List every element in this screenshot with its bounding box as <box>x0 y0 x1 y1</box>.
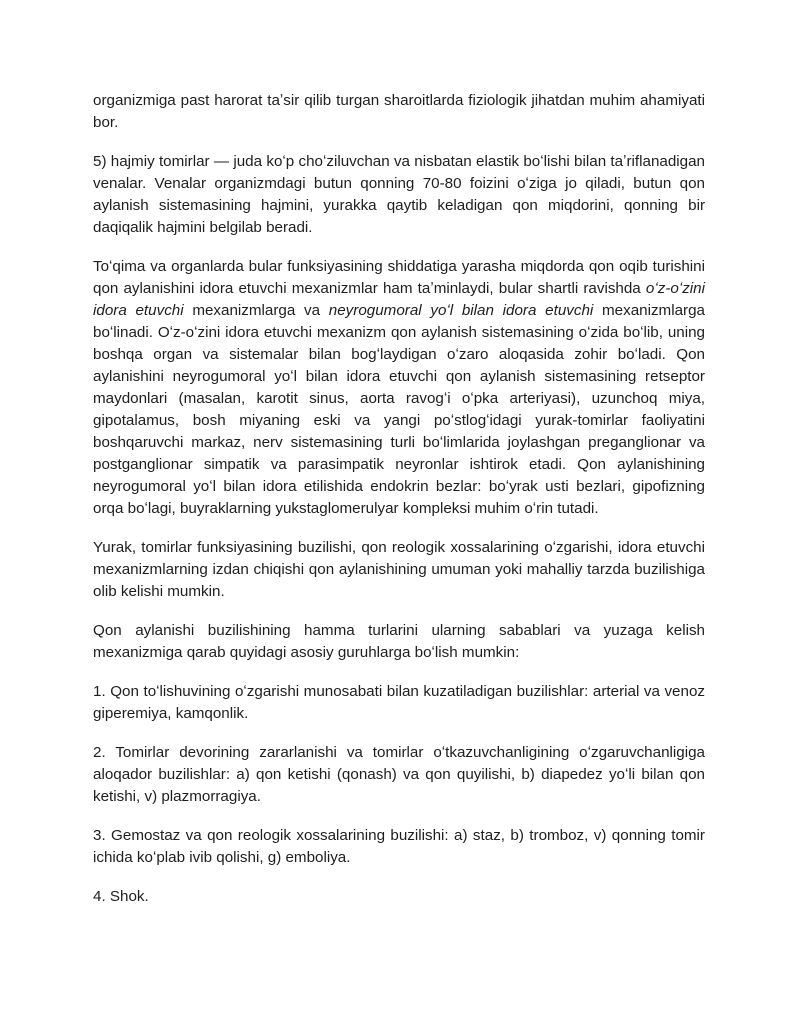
list-item-2: 2. Tomirlar devorining zararlanishi va tomirlar oʻtkazuvchanligining oʻzgaruvchanligiga aloqador buzilishlar: a) qon ketishi (qonash) va qon quyilishi, b) diapedez yoʻli bilan qon ketishi, v) plazmorragiya. <box>93 744 705 805</box>
document-page <box>93 90 705 925</box>
paragraph-3-text-c: mexanizmlarga va <box>183 302 329 319</box>
paragraph-3-italic-term-2: neyrogumoral yoʻl bilan idora etuvchi <box>328 302 594 319</box>
paragraph-3-italic-term-1: oʻz-oʻzini idora etuvchi <box>93 280 705 319</box>
paragraph-3-text-a: Toʻqima va organlarda bular funksiyasining shiddatiga yarasha miqdorda qon oqib turishini qon aylanishini idora etuvchi mexanizmlar ham taʼminlaydi, bular shartli ravishda <box>93 258 705 297</box>
paragraph-2: 5) hajmiy tomirlar — juda koʻp choʻziluvchan va nisbatan elastik boʻlishi bilan taʼriflanadigan venalar. Venalar organizmdagi butun qonning 70-80 foizini oʻziga jo qiladi, butun qon aylanish sistemasining hajmini, yurakka qaytib keladigan qon miqdorini, qonning bir daqiqalik hajmini belgilab beradi. <box>93 153 705 236</box>
list-item-1: 1. Qon toʻlishuvining oʻzgarishi munosabati bilan kuzatiladigan buzilishlar: arterial va venoz giperemiya, kamqonlik. <box>93 683 705 722</box>
paragraph-4: Yurak, tomirlar funksiyasining buzilishi, qon reologik xossalarining oʻzgarishi, idora etuvchi mexanizmlarning izdan chiqishi qon aylanishining umuman yoki mahalliy tarzda buzilishiga olib kelishi mumkin. <box>93 539 705 600</box>
paragraph-5: Qon aylanishi buzilishining hamma turlarini ularning sabablari va yuzaga kelish mexanizmiga qarab quyidagi asosiy guruhlarga boʻlish mumkin: <box>93 622 705 661</box>
paragraph-3 <box>93 256 705 520</box>
paragraph-3-text-e: mexanizmlarga boʻlinadi. Oʻz-oʻzini idora etuvchi mexanizm qon aylanish sistemasining oʻzida boʻlib, uning boshqa organ va sistemalar bilan bogʻlaydigan oʻzaro aloqasida zohir boʻladi. Qon aylanishini neyrogumoral yoʻl bilan idora etuvchi qon aylanish sistemasining retseptor maydonlari (masalan, karotit sinus, aorta ravogʻi oʻpka arteriyasi), uzunchoq miya, gipotalamus, bosh miyaning eski va yangi poʻstlogʻidagi yurak-tomirlar faoliyatini boshqaruvchi markaz, nerv sistemasining turli boʻlimlarida joylashgan preganglionar va postganglionar simpatik va parasimpatik neyronlar ishtirok etadi. Qon aylanishining neyrogumoral yoʻl bilan idora etilishida endokrin bezlar: boʻyrak usti bezlari, gipofizning orqa boʻlagi, buyraklarning yukstaglomerulyar kompleksi muhim oʻrin tutadi. <box>93 302 705 517</box>
paragraph-1: organizmiga past harorat taʼsir qilib turgan sharoitlarda fiziologik jihatdan muhim ahamiyati bor. <box>93 92 705 131</box>
list-item-3: 3. Gemostaz va qon reologik xossalarining buzilishi: a) staz, b) tromboz, v) qonning tomir ichida koʻplab ivib qolishi, g) emboliya. <box>93 827 705 866</box>
list-item-4: 4. Shok. <box>93 888 149 905</box>
